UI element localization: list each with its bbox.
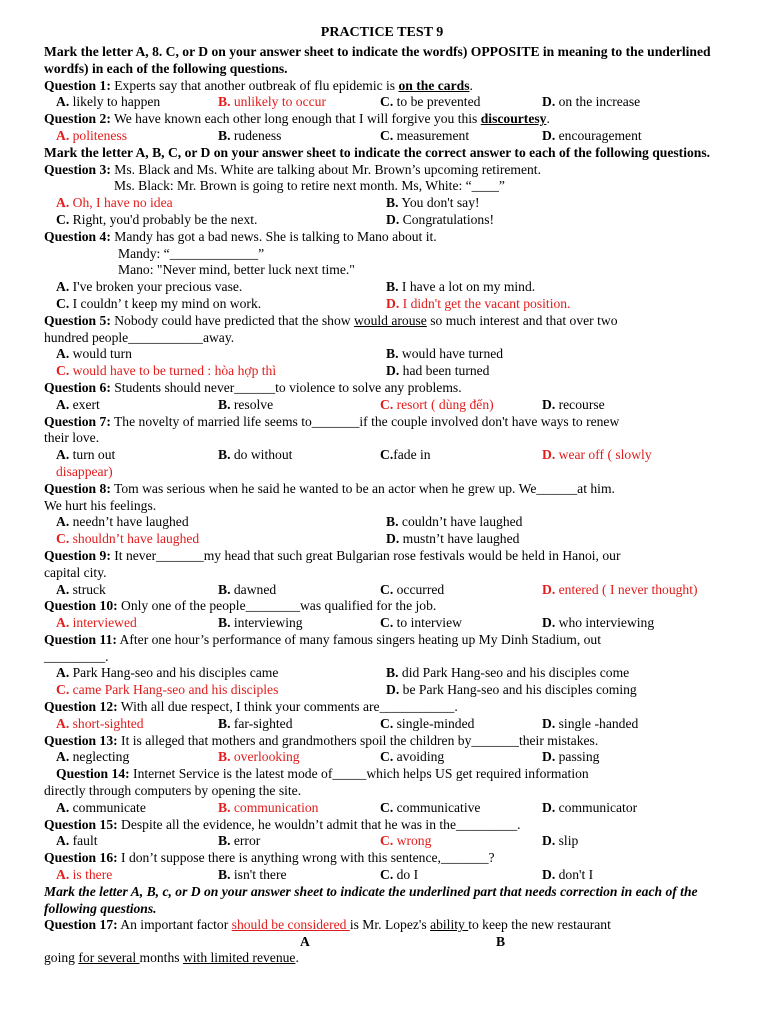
question-17: Question 17: An important factor should be considered is Mr. Lopez's ability to keep the new restaurant (44, 917, 611, 933)
option-c[interactable]: C. Right, you'd probably be the next. (56, 211, 258, 227)
question-9: Question 9: It never_______my head that such great Bulgarian rose festivals would be held in Hanoi, our (44, 547, 621, 563)
option-d[interactable]: D. encouragement (542, 127, 642, 143)
option-b[interactable]: B. dawned (218, 581, 277, 597)
question-8-options-row1 (44, 514, 720, 531)
question-11-options-row1 (44, 665, 720, 682)
option-b[interactable]: B. do without (218, 447, 293, 463)
option-c[interactable]: C. came Park Hang-seo and his disciples (56, 682, 279, 698)
question-17-part-markers (44, 934, 720, 950)
question-5-line2: hundred people___________away. (44, 329, 235, 345)
question-11: Question 11: After one hour’s performance of many famous singers heating up My Dinh Stadium, out (44, 631, 602, 647)
underlined-part-a[interactable]: should be considered (231, 917, 350, 933)
question-8-options-row2 (44, 531, 720, 548)
option-d[interactable]: D. mustn’t have laughed (386, 531, 520, 547)
underlined-phrase: discourtesy (480, 111, 547, 127)
option-a[interactable]: A. would turn (56, 346, 132, 362)
option-a[interactable]: A. fault (56, 833, 98, 849)
underlined-phrase: on the cards (398, 77, 470, 93)
underlined-part-b[interactable]: ability (430, 917, 469, 933)
option-b[interactable]: B. You don't say! (386, 195, 480, 211)
question-2-options (44, 128, 720, 145)
question-11-options-row2 (44, 682, 720, 699)
option-c[interactable]: C. to interview (380, 615, 462, 631)
option-d[interactable]: D. I didn't get the vacant position. (386, 295, 571, 311)
question-13: Question 13: It is alleged that mothers and grandmothers spoil the children by_______their mistakes. (44, 732, 599, 748)
option-a[interactable]: A. turn out (56, 447, 116, 463)
question-7: Question 7: The novelty of married life seems to_______if the couple involved don't have ways to renew (44, 413, 620, 429)
option-d[interactable]: D. had been turned (386, 363, 490, 379)
question-14: Question 14: Internet Service is the latest mode of_____which helps US get required information (56, 766, 589, 782)
option-d[interactable]: D. be Park Hang-seo and his disciples coming (386, 682, 637, 698)
question-14-options (44, 800, 720, 817)
option-d[interactable]: D. who interviewing (542, 615, 655, 631)
option-c[interactable]: C. do I (380, 867, 419, 883)
question-10-options (44, 615, 720, 632)
question-9-line2: capital city. (44, 564, 107, 580)
underlined-part-c[interactable]: for several (78, 950, 140, 966)
part-marker-a: A (300, 934, 310, 950)
question-3-dialogue: Ms. Black: Mr. Brown is going to retire next month. Ms, White: “____” (114, 178, 505, 194)
option-b[interactable]: B. unlikely to occur (218, 94, 326, 110)
section-instruction-2: Mark the letter A, B, C, or D on your answer sheet to indicate the correct answer to each of the following questions. (44, 144, 711, 160)
option-d[interactable]: D. wear off ( slowly (542, 447, 652, 463)
option-c[interactable]: C. shouldn’t have laughed (56, 531, 200, 547)
option-a[interactable]: A. politeness (56, 127, 127, 143)
option-c[interactable]: C. wrong (380, 833, 432, 849)
question-4-options-row2 (44, 296, 720, 313)
question-5-options-row2 (44, 363, 720, 380)
option-c[interactable]: C. avoiding (380, 749, 445, 765)
option-b[interactable]: B. did Park Hang-seo and his disciples come (386, 665, 630, 681)
question-4-options-row1 (44, 279, 720, 296)
option-d[interactable]: D. passing (542, 749, 600, 765)
option-b[interactable]: B. overlooking (218, 749, 300, 765)
question-12-options (44, 716, 720, 733)
question-3-options-row1 (44, 195, 720, 212)
option-a[interactable]: A. struck (56, 581, 106, 597)
option-a[interactable]: A. neglecting (56, 749, 130, 765)
option-d[interactable]: D. slip (542, 833, 579, 849)
question-14-line2: directly through computers by opening the site. (44, 783, 302, 799)
option-b[interactable]: B. I have a lot on my mind. (386, 279, 536, 295)
question-2: Question 2: We have known each other long enough that I will forgive you this discourtesy. (44, 111, 550, 127)
option-b[interactable]: B. communication (218, 799, 319, 815)
option-a[interactable]: A. communicate (56, 799, 146, 815)
option-a[interactable]: A. exert (56, 396, 100, 412)
question-4-dialogue-2: Mano: "Never mind, better luck next time." (118, 262, 355, 278)
option-d[interactable]: D. recourse (542, 396, 605, 412)
section-instruction-1: Mark the letter A, 8. C, or D on your answer sheet to indicate the wordfs) OPPOSITE in meaning to the underlined wordfs) in each of the following questions. (44, 44, 711, 76)
option-a[interactable]: A. Oh, I have no idea (56, 195, 173, 211)
underlined-phrase: would arouse (353, 312, 427, 328)
question-6-options (44, 397, 720, 414)
option-d[interactable]: D. communicator (542, 799, 638, 815)
question-17-line3: going for several months with limited revenue. (44, 950, 299, 966)
question-13-options (44, 749, 720, 766)
option-c[interactable]: C. to be prevented (380, 94, 481, 110)
question-3: Question 3: Ms. Black and Ms. White are talking about Mr. Brown’s upcoming retirement. (44, 161, 541, 177)
question-label: Question 1: (44, 77, 111, 93)
option-c[interactable]: C. occurred (380, 581, 445, 597)
option-d[interactable]: D. entered ( I never thought) (542, 581, 698, 597)
option-c[interactable]: C. communicative (380, 799, 481, 815)
option-c[interactable]: C. would have to be turned : hòa hợp thì (56, 363, 277, 379)
option-c[interactable]: C. measurement (380, 127, 470, 143)
option-d[interactable]: D. Congratulations! (386, 211, 495, 227)
option-d[interactable]: D. single -handed (542, 715, 639, 731)
test-page (44, 24, 720, 967)
option-b[interactable]: B. resolve (218, 396, 274, 412)
question-1: Question 1: Experts say that another outbreak of flu epidemic is on the cards. (44, 77, 473, 93)
part-marker-b: B (496, 934, 506, 950)
option-d-continued: disappear) (56, 463, 113, 479)
question-1-options (44, 94, 720, 111)
question-9-options (44, 582, 720, 599)
option-d[interactable]: D. don't I (542, 867, 594, 883)
section-instruction-3: Mark the letter A, B, c, or D on your answer sheet to indicate the underlined part that needs correction in each of the following questions. (44, 883, 698, 916)
option-b[interactable]: B. far-sighted (218, 715, 293, 731)
option-c[interactable]: C. resort ( dùng đến) (380, 396, 494, 412)
option-b[interactable]: B. rudeness (218, 127, 282, 143)
question-4-dialogue-1: Mandy: “_____________” (118, 245, 265, 261)
question-15-options (44, 833, 720, 850)
question-6: Question 6: Students should never______to violence to solve any problems. (44, 379, 462, 395)
option-a[interactable]: A. short-sighted (56, 715, 144, 731)
question-10: Question 10: Only one of the people________was qualified for the job. (44, 598, 437, 614)
option-a[interactable]: A. needn’t have laughed (56, 514, 189, 530)
option-a[interactable]: A. Park Hang-seo and his disciples came (56, 665, 279, 681)
underlined-part-d[interactable]: with limited revenue (182, 950, 296, 966)
option-b[interactable]: B. would have turned (386, 346, 504, 362)
question-8: Question 8: Tom was serious when he said he wanted to be an actor when he grew up. We______at him. (44, 480, 615, 496)
question-5-options-row1 (44, 346, 720, 363)
option-d[interactable]: D. on the increase (542, 94, 641, 110)
question-5: Question 5: Nobody could have predicted that the show would arouse so much interest and that over two (44, 312, 618, 328)
option-c[interactable]: C. I couldn’ t keep my mind on work. (56, 295, 262, 311)
option-a[interactable]: A. is there (56, 867, 113, 883)
question-7-options (44, 447, 720, 464)
question-4: Question 4: Mandy has got a bad news. She is talking to Mano about it. (44, 228, 437, 244)
question-15: Question 15: Despite all the evidence, he wouldn’t admit that he was in the_________. (44, 816, 521, 832)
option-a[interactable]: A. likely to happen (56, 94, 161, 110)
page-title: PRACTICE TEST 9 (320, 25, 444, 40)
option-b[interactable]: B. isn't there (218, 867, 287, 883)
option-a[interactable]: A. interviewed (56, 615, 137, 631)
option-b[interactable]: B. error (218, 833, 261, 849)
option-b[interactable]: B. interviewing (218, 615, 303, 631)
question-16-options (44, 867, 720, 884)
question-12: Question 12: With all due respect, I think your comments are___________. (44, 699, 458, 715)
option-a[interactable]: A. I've broken your precious vase. (56, 279, 243, 295)
question-3-options-row2 (44, 212, 720, 229)
option-c[interactable]: C. single-minded (380, 715, 475, 731)
question-7-line2: their love. (44, 430, 100, 446)
question-11-blank: _________. (44, 648, 109, 664)
question-8-line2: We hurt his feelings. (44, 497, 157, 513)
question-16: Question 16: I don’t suppose there is anything wrong with this sentence,_______? (44, 850, 495, 866)
option-c[interactable]: C.fade in (380, 447, 431, 463)
option-b[interactable]: B. couldn’t have laughed (386, 514, 523, 530)
